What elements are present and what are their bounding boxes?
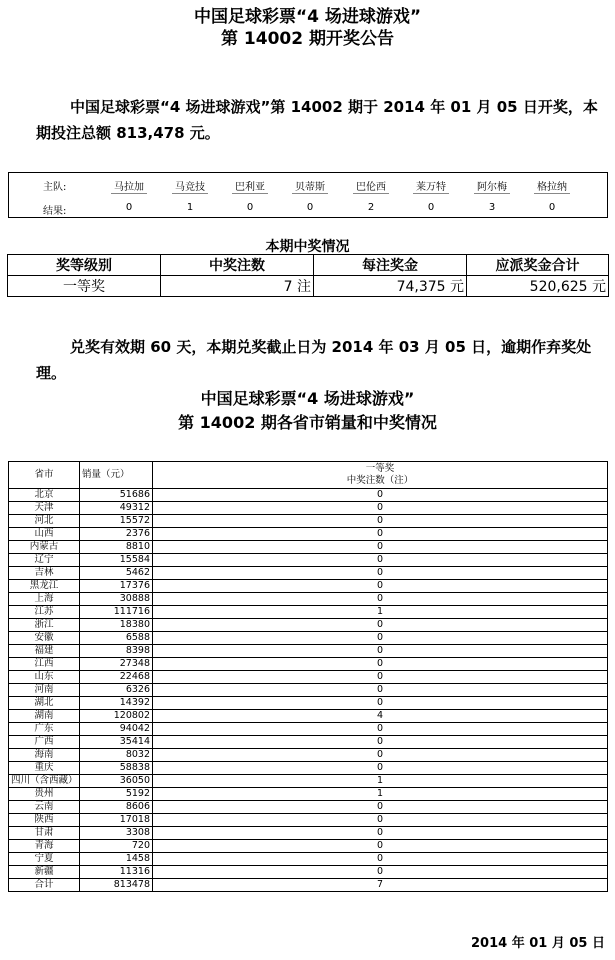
province-name: 甘肃 <box>9 827 80 840</box>
province-prize-count: 0 <box>153 866 608 879</box>
province-sales: 11316 <box>80 866 153 879</box>
province-title: 中国足球彩票“4 场进球游戏” <box>200 389 415 408</box>
province-name: 云南 <box>9 801 80 814</box>
prize-count-column-header <box>153 462 608 489</box>
match-result: 0 <box>246 202 254 213</box>
province-row <box>9 749 608 762</box>
province-subtitle: 第 14002 期各省市销量和中奖情况 <box>178 413 437 432</box>
province-row <box>9 723 608 736</box>
province-name: 山东 <box>9 671 80 684</box>
province-sales: 15572 <box>80 515 153 528</box>
province-row <box>9 619 608 632</box>
home-team-label: 主队: <box>43 182 67 193</box>
home-team: 格拉纳 <box>537 182 567 193</box>
province-row <box>9 762 608 775</box>
province-name: 江苏 <box>9 606 80 619</box>
province-row <box>9 684 608 697</box>
province-sales: 51686 <box>80 489 153 502</box>
province-row <box>9 788 608 801</box>
province-name: 浙江 <box>9 619 80 632</box>
province-sales: 49312 <box>80 502 153 515</box>
province-sales: 6588 <box>80 632 153 645</box>
match-results-table <box>8 172 608 218</box>
announcement-date: 2014 年 01 月 05 日 <box>471 936 605 951</box>
prize-per-bet-header: 每注奖金 <box>314 255 467 276</box>
redemption-paragraph: 兑奖有效期 60 天，本期兑奖截止日为 2014 年 03 月 05 日，逾期作弃奖处理。 <box>36 338 592 382</box>
province-row <box>9 853 608 866</box>
province-prize-count: 1 <box>153 775 608 788</box>
province-prize-count: 0 <box>153 671 608 684</box>
home-team: 莱万特 <box>416 182 446 193</box>
province-prize-count: 0 <box>153 619 608 632</box>
province-prize-count: 0 <box>153 749 608 762</box>
province-row <box>9 801 608 814</box>
province-prize-count: 7 <box>153 879 608 892</box>
province-row <box>9 593 608 606</box>
province-prize-count: 0 <box>153 541 608 554</box>
province-row <box>9 879 608 892</box>
province-name: 江西 <box>9 658 80 671</box>
match-result: 0 <box>306 202 314 213</box>
winner-count: 7 注 <box>161 276 314 297</box>
home-team: 阿尔梅 <box>477 182 507 193</box>
province-sales: 8810 <box>80 541 153 554</box>
result-label: 结果: <box>43 206 67 217</box>
province-row <box>9 554 608 567</box>
province-sales: 5462 <box>80 567 153 580</box>
province-name: 广西 <box>9 736 80 749</box>
province-sales: 27348 <box>80 658 153 671</box>
province-row <box>9 736 608 749</box>
announcement-title: 中国足球彩票“4 场进球游戏” <box>193 7 422 27</box>
province-prize-count: 0 <box>153 840 608 853</box>
province-prize-count: 1 <box>153 606 608 619</box>
province-sales: 6326 <box>80 684 153 697</box>
home-team: 巴伦西 <box>356 182 386 193</box>
province-name: 湖南 <box>9 710 80 723</box>
province-prize-count: 0 <box>153 489 608 502</box>
province-name: 青海 <box>9 840 80 853</box>
province-row <box>9 645 608 658</box>
province-sales: 1458 <box>80 853 153 866</box>
province-name: 陕西 <box>9 814 80 827</box>
province-sales-table <box>8 461 608 892</box>
province-row <box>9 632 608 645</box>
prize-count-header-bottom: 中奖注数（注） <box>346 475 414 486</box>
province-name: 贵州 <box>9 788 80 801</box>
province-sales: 94042 <box>80 723 153 736</box>
province-name: 辽宁 <box>9 554 80 567</box>
province-sales: 5192 <box>80 788 153 801</box>
team-divider <box>534 193 570 194</box>
province-sales: 30888 <box>80 593 153 606</box>
province-sales: 2376 <box>80 528 153 541</box>
province-row <box>9 840 608 853</box>
total-payout-header: 应派奖金合计 <box>467 255 609 276</box>
total-payout: 520,625 元 <box>467 276 609 297</box>
province-sales: 18380 <box>80 619 153 632</box>
province-sales: 15584 <box>80 554 153 567</box>
match-result: 0 <box>125 202 133 213</box>
province-name: 吉林 <box>9 567 80 580</box>
province-name: 重庆 <box>9 762 80 775</box>
province-name: 海南 <box>9 749 80 762</box>
province-prize-count: 0 <box>153 515 608 528</box>
province-prize-count: 0 <box>153 697 608 710</box>
province-name: 新疆 <box>9 866 80 879</box>
province-row <box>9 827 608 840</box>
winner-count-header: 中奖注数 <box>161 255 314 276</box>
province-prize-count: 0 <box>153 801 608 814</box>
province-row <box>9 502 608 515</box>
province-prize-count: 0 <box>153 632 608 645</box>
province-prize-count: 0 <box>153 762 608 775</box>
province-sales: 17018 <box>80 814 153 827</box>
match-result: 0 <box>548 202 556 213</box>
province-prize-count: 0 <box>153 736 608 749</box>
draw-summary-paragraph: 中国足球彩票“4 场进球游戏”第 14002 期于 2014 年 01 月 05 日开奖，本期投注总额 813,478 元。 <box>36 98 598 142</box>
prize-per-bet: 74,375 元 <box>314 276 467 297</box>
province-sales: 22468 <box>80 671 153 684</box>
province-sales: 35414 <box>80 736 153 749</box>
announcement-subtitle: 第 14002 期开奖公告 <box>221 29 394 49</box>
province-name: 福建 <box>9 645 80 658</box>
province-name: 湖北 <box>9 697 80 710</box>
team-divider <box>292 193 328 194</box>
province-sales: 58838 <box>80 762 153 775</box>
province-row <box>9 528 608 541</box>
province-sales: 813478 <box>80 879 153 892</box>
province-sales: 14392 <box>80 697 153 710</box>
province-row <box>9 658 608 671</box>
province-prize-count: 0 <box>153 853 608 866</box>
province-name: 黑龙江 <box>9 580 80 593</box>
winning-header-row <box>8 255 609 276</box>
team-divider <box>172 193 208 194</box>
province-header-row <box>9 462 608 489</box>
province-prize-count: 0 <box>153 593 608 606</box>
province-sales: 120802 <box>80 710 153 723</box>
province-row <box>9 580 608 593</box>
province-prize-count: 0 <box>153 723 608 736</box>
home-team: 马拉加 <box>114 182 144 193</box>
province-prize-count: 0 <box>153 684 608 697</box>
province-prize-count: 0 <box>153 645 608 658</box>
province-sales: 17376 <box>80 580 153 593</box>
prize-level: 一等奖 <box>8 276 161 297</box>
match-result: 3 <box>488 202 496 213</box>
province-sales: 720 <box>80 840 153 853</box>
province-prize-count: 0 <box>153 502 608 515</box>
province-row <box>9 710 608 723</box>
winning-caption: 本期中奖情况 <box>265 239 350 255</box>
province-prize-count: 0 <box>153 658 608 671</box>
province-prize-count: 0 <box>153 528 608 541</box>
province-prize-count: 0 <box>153 554 608 567</box>
province-row <box>9 697 608 710</box>
province-name: 四川（含西藏） <box>9 775 80 788</box>
province-sales: 8606 <box>80 801 153 814</box>
province-name: 北京 <box>9 489 80 502</box>
prize-level-header: 奖等级别 <box>8 255 161 276</box>
province-name: 宁夏 <box>9 853 80 866</box>
province-sales: 3308 <box>80 827 153 840</box>
province-sales: 8032 <box>80 749 153 762</box>
province-row <box>9 515 608 528</box>
sales-column-header: 销量（元） <box>80 462 153 489</box>
province-name: 安徽 <box>9 632 80 645</box>
match-result: 0 <box>427 202 435 213</box>
province-prize-count: 0 <box>153 814 608 827</box>
province-row <box>9 606 608 619</box>
winning-row <box>8 276 609 297</box>
province-row <box>9 814 608 827</box>
winning-table <box>7 254 609 297</box>
province-prize-count: 0 <box>153 567 608 580</box>
province-row <box>9 541 608 554</box>
team-divider <box>111 193 147 194</box>
province-name: 河北 <box>9 515 80 528</box>
prize-count-header-top: 一等奖 <box>365 463 395 474</box>
province-name: 广东 <box>9 723 80 736</box>
province-name: 上海 <box>9 593 80 606</box>
match-result: 2 <box>367 202 375 213</box>
match-result: 1 <box>186 202 194 213</box>
home-team: 贝蒂斯 <box>295 182 325 193</box>
province-row <box>9 671 608 684</box>
province-row <box>9 775 608 788</box>
province-column-header: 省市 <box>9 462 80 489</box>
province-name: 山西 <box>9 528 80 541</box>
province-name: 内蒙古 <box>9 541 80 554</box>
province-prize-count: 0 <box>153 580 608 593</box>
province-sales: 8398 <box>80 645 153 658</box>
province-row <box>9 489 608 502</box>
home-team: 马竞技 <box>175 182 205 193</box>
province-sales: 111716 <box>80 606 153 619</box>
team-divider <box>413 193 449 194</box>
province-sales: 36050 <box>80 775 153 788</box>
province-prize-count: 4 <box>153 710 608 723</box>
team-divider <box>353 193 389 194</box>
province-row <box>9 567 608 580</box>
home-team: 巴利亚 <box>235 182 265 193</box>
province-row <box>9 866 608 879</box>
team-divider <box>474 193 510 194</box>
province-name: 天津 <box>9 502 80 515</box>
province-prize-count: 0 <box>153 827 608 840</box>
team-divider <box>232 193 268 194</box>
province-prize-count: 1 <box>153 788 608 801</box>
province-name: 合计 <box>9 879 80 892</box>
province-name: 河南 <box>9 684 80 697</box>
